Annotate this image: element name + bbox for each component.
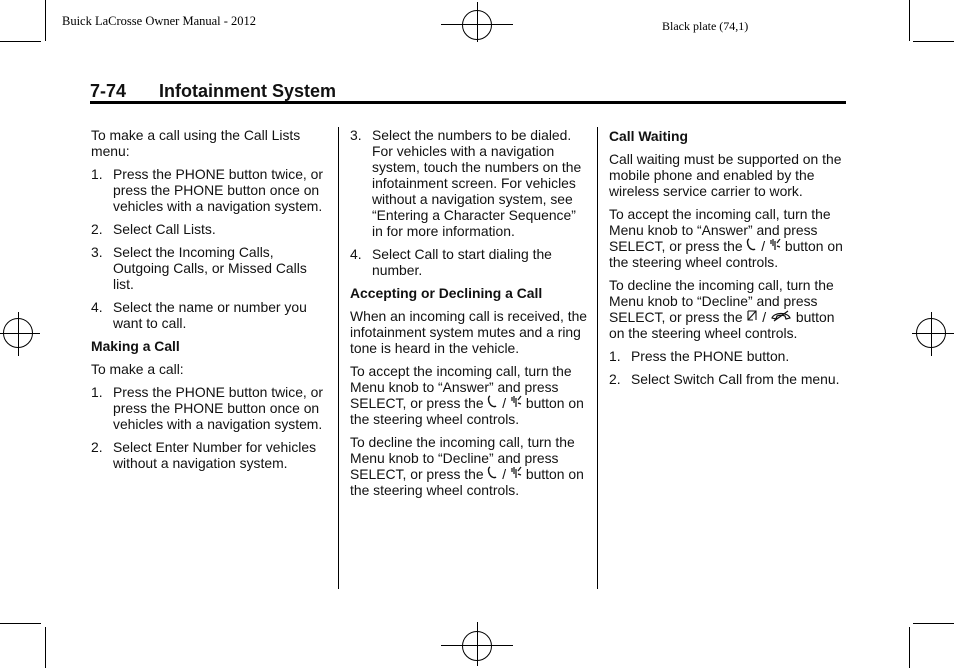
list-item: 3. Select the Incoming Calls, Outgoing Calls, or Missed Calls list. [91, 244, 307, 292]
list-item: 1. Press the PHONE button. [609, 348, 790, 364]
paragraph: To accept the incoming call, turn the Menu knob to “Answer” and press SELECT, or press the / button on the steering wheel controls. [609, 206, 843, 270]
phone-icon [487, 466, 498, 479]
crop-mark [909, 627, 910, 668]
column-divider [597, 127, 598, 589]
page-title [90, 80, 846, 102]
plate-label: Black plate (74,1) [662, 19, 749, 33]
list-item: 3. Select the numbers to be dialed. For vehicles with a navigation system, touch the numbers on the infotainment screen. For vehicles without a navigation system, see “Entering a Character Sequence” in for more information. [350, 127, 582, 239]
paragraph: To make a call: [91, 361, 184, 377]
paragraph: To accept the incoming call, turn the Menu knob to “Answer” and press SELECT, or press the / button on the steering wheel controls. [350, 363, 584, 427]
crop-mark [45, 0, 46, 41]
paragraph: When an incoming call is received, the infotainment system mutes and a ring tone is heard in the vehicle. [350, 308, 588, 356]
subheading: Making a Call [91, 338, 180, 354]
column-1 [91, 127, 331, 478]
list-item: 2. Select Switch Call from the menu. [609, 371, 840, 387]
voice-icon [510, 395, 522, 408]
subheading: Call Waiting [609, 128, 688, 144]
list-item: 2. Select Call Lists. [91, 221, 216, 237]
section-title: Infotainment System [159, 81, 337, 101]
crop-mark [913, 623, 954, 624]
crop-mark [913, 41, 954, 42]
paragraph: To make a call using the Call Lists menu: [91, 127, 301, 159]
list-item: 4. Select the name or number you want to call. [91, 299, 307, 331]
title-rule [90, 101, 846, 104]
voice-icon [769, 238, 781, 251]
list-item: 2. Select Enter Number for vehicles without a navigation system. [91, 439, 317, 471]
list-item: 1. Press the PHONE button twice, or press the PHONE button once on vehicles with a navigation system. [91, 384, 323, 432]
crop-mark [45, 627, 46, 668]
subheading: Accepting or Declining a Call [350, 285, 543, 301]
voice-icon [510, 466, 522, 479]
crop-mark [909, 0, 910, 41]
column-2 [350, 127, 588, 505]
column-divider [338, 127, 339, 589]
paragraph: To decline the incoming call, turn the Menu knob to “Decline” and press SELECT, or press the / button on the steering wheel controls. [350, 434, 584, 498]
paragraph: To decline the incoming call, turn the Menu knob to “Decline” and press SELECT, or press the / button on the steering wheel controls. [609, 277, 835, 341]
hangup-icon [770, 309, 792, 322]
paragraph: Call waiting must be supported on the mobile phone and enabled by the wireless service carrier to work. [609, 151, 842, 199]
crop-mark [0, 41, 41, 42]
list-item: 1. Press the PHONE button twice, or press the PHONE button once on vehicles with a navigation system. [91, 166, 323, 214]
phone-icon [746, 238, 757, 251]
list-item: 4. Select Call to start dialing the number. [350, 246, 552, 278]
crop-mark [0, 623, 41, 624]
mute-icon [746, 309, 758, 322]
column-3 [609, 127, 845, 394]
phone-icon [487, 395, 498, 408]
page-number: 7-74 [90, 81, 127, 101]
manual-title: Buick LaCrosse Owner Manual - 2012 [62, 14, 257, 28]
